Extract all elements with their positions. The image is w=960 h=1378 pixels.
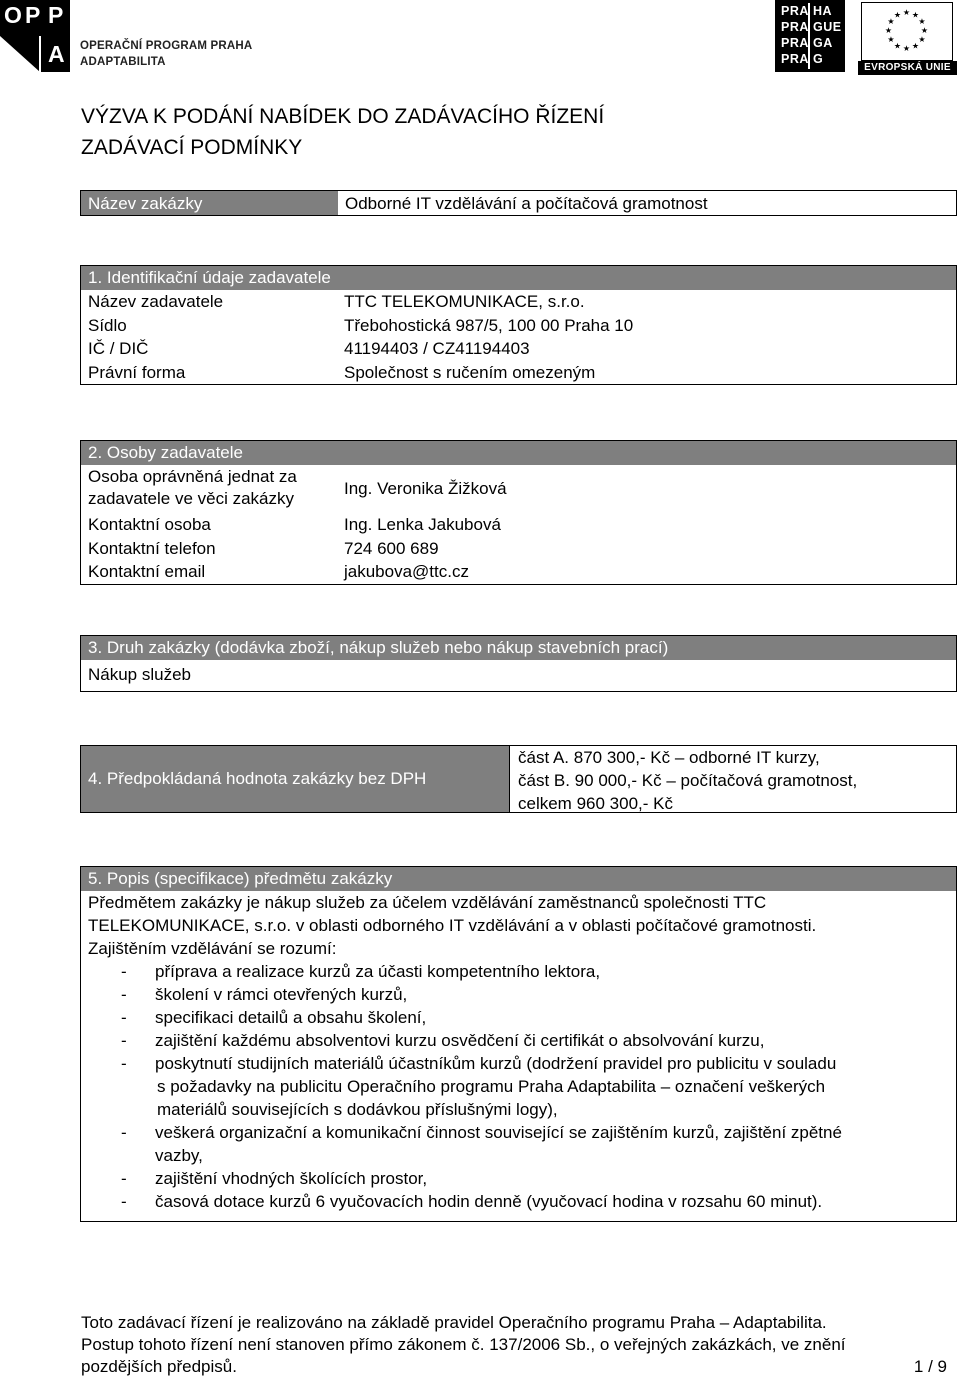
- praha-cell: PRA: [781, 4, 809, 18]
- list-item-line: příprava a realizace kurzů za účasti kompetentního lektora,: [155, 962, 601, 981]
- table-row: [81, 513, 956, 537]
- row-key: IČ / DIČ: [88, 339, 149, 358]
- praha-logo: [775, 0, 845, 72]
- opp-logo: [0, 0, 70, 72]
- table-row: [81, 314, 956, 338]
- opp-logo-text: [80, 38, 252, 70]
- list-item: [81, 1121, 956, 1167]
- section-5-para: Zajištěním vzdělávání se rozumí:: [88, 939, 337, 958]
- footer: [81, 1312, 947, 1378]
- contract-name-table: [80, 190, 957, 216]
- list-dash: -: [121, 985, 127, 1004]
- table-row: [81, 337, 956, 361]
- praha-cell: GUE: [813, 20, 842, 34]
- opp-line1: OPERAČNÍ PROGRAM PRAHA: [80, 40, 253, 52]
- section-3: [80, 635, 957, 692]
- table-row: [81, 560, 956, 584]
- row-key: Kontaktní email: [88, 562, 206, 581]
- praha-cell: PRA: [781, 52, 809, 66]
- authorized-value: Ing. Veronika Žižková: [344, 479, 507, 498]
- opp-line2: ADAPTABILITA: [80, 56, 166, 68]
- svg-text:★: ★: [918, 17, 926, 26]
- svg-text:★: ★: [902, 44, 911, 53]
- list-item: [81, 983, 956, 1006]
- authorized-label: [88, 466, 297, 510]
- list-item: [81, 1190, 956, 1213]
- praha-cell: GA: [813, 36, 833, 50]
- list-item: [81, 960, 956, 983]
- praha-cell: PRA: [781, 20, 809, 34]
- footer-line: Toto zadávací řízení je realizováno na základě pravidel Operačního programu Praha – Adaptabilita.: [81, 1313, 827, 1332]
- list-item-line: zajištění vhodných školících prostor,: [155, 1169, 428, 1188]
- authorized-label-line: zadavatele ve věci zakázky: [88, 489, 294, 508]
- list-dash: -: [121, 1192, 127, 1211]
- svg-text:★: ★: [893, 41, 902, 51]
- page-subtitle: ZADÁVACÍ PODMÍNKY: [81, 136, 303, 159]
- section-5: [80, 866, 957, 1222]
- footer-line: Postup tohoto řízení není stanoven přímo zákonem č. 137/2006 Sb., o veřejných zakázkách, ve znění: [81, 1335, 846, 1354]
- row-key: Kontaktní telefon: [88, 538, 216, 558]
- section-5-heading: 5. Popis (specifikace) předmětu zakázky: [81, 867, 956, 891]
- footer-line: pozdějších předpisů.: [81, 1357, 237, 1376]
- list-item: [81, 1052, 956, 1121]
- list-item-line: s požadavky na publicitu Operačního programu Praha Adaptabilita – označení veškerých: [157, 1077, 826, 1096]
- opp-letter: P: [48, 2, 64, 28]
- list-dash: -: [121, 1031, 127, 1050]
- list-item-line: specifikaci detailů a obsahu školení,: [155, 1008, 427, 1027]
- opp-letter: A: [48, 41, 65, 67]
- svg-text:★: ★: [918, 35, 926, 44]
- section-4: [80, 745, 957, 813]
- table-row: [81, 361, 956, 385]
- opp-diagonal-icon: [0, 0, 70, 72]
- table-row: [81, 290, 956, 314]
- section-3-value: Nákup služeb: [88, 665, 192, 684]
- svg-text:★: ★: [902, 8, 911, 17]
- svg-text:★: ★: [887, 35, 895, 44]
- page-title: VÝZVA K PODÁNÍ NABÍDEK DO ZADÁVACÍHO ŘÍZENÍ: [81, 105, 605, 128]
- section-5-para: Předmětem zakázky je nákup služeb za účelem vzdělávání zaměstnanců společnosti TTC: [88, 893, 767, 912]
- row-key: Právní forma: [88, 362, 186, 382]
- svg-text:★: ★: [893, 10, 902, 20]
- list-dash: -: [121, 1123, 127, 1142]
- section-3-heading: 3. Druh zakázky (dodávka zboží, nákup služeb nebo nákup stavebních prací): [81, 636, 956, 660]
- svg-text:★: ★: [911, 10, 920, 20]
- row-key: Kontaktní osoba: [88, 515, 211, 534]
- list-dash: -: [121, 1169, 127, 1188]
- svg-text:★: ★: [884, 26, 893, 35]
- section-2: [80, 440, 957, 585]
- opp-letter: P: [25, 2, 41, 28]
- section-4-values: [518, 746, 857, 815]
- list-item: [81, 1006, 956, 1029]
- row-key: Název zadavatele: [88, 292, 224, 311]
- list-item: [81, 1029, 956, 1052]
- svg-text:★: ★: [887, 17, 895, 26]
- row-value: Společnost s ručením omezeným: [344, 362, 596, 382]
- contract-name-value: Odborné IT vzdělávání a počítačová gramotnost: [345, 193, 708, 213]
- row-value: TTC TELEKOMUNIKACE, s.r.o.: [344, 292, 585, 311]
- list-item-line: zajištění každému absolventovi kurzu osvědčení či certifikát o absolvování kurzu,: [155, 1031, 765, 1050]
- list-item-line: školení v rámci otevřených kurzů,: [155, 985, 408, 1004]
- list-item-line: poskytnutí studijních materiálů účastníkům kurzů (dodržení pravidel pro publicitu v souladu: [155, 1054, 837, 1073]
- row-key: Sídlo: [88, 315, 127, 335]
- row-value: Třebohostická 987/5, 100 00 Praha 10: [344, 315, 634, 335]
- value-line: celkem 960 300,- Kč: [518, 794, 673, 813]
- eu-label: EVROPSKÁ UNIE: [858, 61, 957, 75]
- spec-list: [81, 960, 956, 1213]
- list-dash: -: [121, 1054, 127, 1073]
- eu-stars-icon: [862, 3, 951, 59]
- value-line: část A. 870 300,- Kč – odborné IT kurzy,: [518, 748, 820, 767]
- list-dash: -: [121, 962, 127, 981]
- list-dash: -: [121, 1008, 127, 1027]
- row-value: 41194403 / CZ41194403: [344, 339, 530, 358]
- opp-letter: O: [4, 2, 22, 28]
- section-4-heading: 4. Předpokládaná hodnota zakázky bez DPH: [81, 746, 510, 812]
- footer-last-line: [81, 1356, 947, 1378]
- list-item-line: materiálů souvisejících s dodávkou příslušnými logy),: [157, 1100, 558, 1119]
- page-number: 1 / 9: [913, 1357, 947, 1376]
- contract-name-label: Název zakázky: [81, 191, 339, 216]
- table-row: [81, 465, 956, 513]
- table-row: [81, 537, 956, 561]
- list-item: [81, 1167, 956, 1190]
- list-item-line: veškerá organizační a komunikační činnost související se zajištěním kurzů, zajištění zpětné: [155, 1123, 842, 1142]
- eu-flag-icon: [861, 2, 953, 61]
- row-value: 724 600 689: [344, 538, 439, 558]
- section-1: [80, 265, 957, 385]
- svg-text:★: ★: [920, 26, 929, 35]
- authorized-label-line: Osoba oprávněná jednat za: [88, 467, 297, 486]
- praha-cell: G: [813, 52, 824, 66]
- list-item-line: časová dotace kurzů 6 vyučovacích hodin denně (vyučovací hodina v rozsahu 60 minut).: [155, 1192, 823, 1211]
- row-value: Ing. Lenka Jakubová: [344, 515, 501, 534]
- section-2-heading: 2. Osoby zadavatele: [81, 441, 956, 465]
- praha-cell: HA: [813, 4, 833, 18]
- section-1-heading: 1. Identifikační údaje zadavatele: [81, 266, 956, 290]
- value-line: část B. 90 000,- Kč – počítačová gramotnost,: [518, 771, 858, 790]
- svg-text:★: ★: [911, 41, 920, 51]
- section-5-para: TELEKOMUNIKACE, s.r.o. v oblasti odborného IT vzdělávání a v oblasti počítačové gramotnosti.: [88, 916, 817, 935]
- praha-cell: PRA: [781, 36, 809, 50]
- list-item-line: vazby,: [155, 1146, 203, 1165]
- row-value: jakubova@ttc.cz: [344, 562, 469, 581]
